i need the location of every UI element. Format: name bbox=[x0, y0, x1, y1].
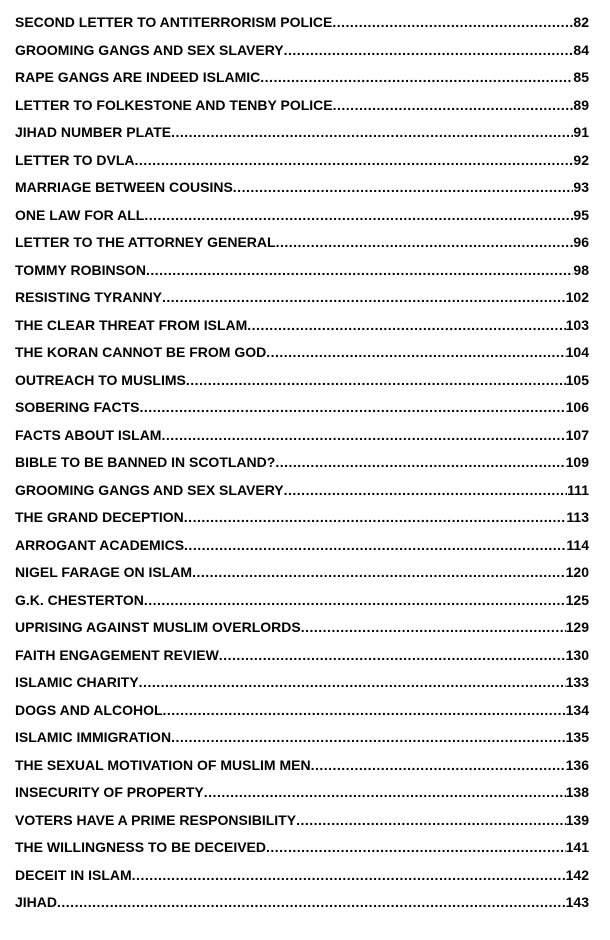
toc-entry[interactable] bbox=[15, 69, 589, 97]
toc-entry-page-number: 129 bbox=[565, 619, 589, 635]
toc-entry-page-number: 109 bbox=[565, 454, 589, 470]
dot-leader bbox=[57, 894, 566, 910]
toc-entry-page-number: 142 bbox=[565, 866, 589, 883]
toc-entry-title: LETTER TO DVLA bbox=[15, 151, 135, 168]
toc-entry[interactable] bbox=[15, 812, 589, 840]
dot-leader bbox=[275, 454, 565, 470]
toc-entry-title: THE CLEAR THREAT FROM ISLAM bbox=[15, 316, 248, 333]
toc-entry-page-number: 111 bbox=[567, 481, 589, 498]
toc-entry-title: THE SEXUAL MOTIVATION OF MUSLIM MEN bbox=[15, 756, 311, 773]
toc-entry-page-number: 114 bbox=[566, 536, 589, 553]
toc-entry-page-number: 91 bbox=[573, 124, 589, 140]
dot-leader bbox=[311, 757, 566, 773]
toc-entry-title: FACTS ABOUT ISLAM bbox=[15, 426, 162, 443]
toc-entry[interactable] bbox=[15, 537, 589, 565]
toc-entry[interactable] bbox=[15, 317, 589, 345]
toc-entry-title: NIGEL FARAGE ON ISLAM bbox=[15, 564, 193, 580]
toc-entry[interactable] bbox=[15, 344, 589, 372]
toc-entry-title: MARRIAGE BETWEEN COUSINS bbox=[15, 179, 233, 195]
toc-entry[interactable] bbox=[15, 262, 589, 290]
dot-leader bbox=[171, 729, 566, 745]
toc-entry[interactable] bbox=[15, 97, 589, 125]
toc-entry-page-number: 141 bbox=[565, 839, 589, 855]
toc-entry-page-number: 82 bbox=[573, 14, 589, 30]
toc-entry-page-number: 134 bbox=[565, 701, 589, 718]
toc-entry-page-number: 136 bbox=[565, 756, 589, 773]
dot-leader bbox=[266, 839, 566, 855]
toc-entry-title: RESISTING TYRANNY bbox=[15, 289, 163, 305]
toc-entry[interactable] bbox=[15, 454, 589, 482]
toc-entry[interactable] bbox=[15, 839, 589, 867]
toc-entry[interactable] bbox=[15, 867, 589, 895]
dot-leader bbox=[184, 537, 566, 553]
dot-leader bbox=[284, 482, 568, 498]
toc-entry-page-number: 96 bbox=[573, 234, 589, 250]
toc-entry-title: GROOMING GANGS AND SEX SLAVERY bbox=[15, 41, 284, 58]
toc-entry-title: JIHAD bbox=[15, 894, 58, 910]
toc-entry-title: ISLAMIC CHARITY bbox=[15, 674, 139, 690]
toc-entry[interactable] bbox=[15, 619, 589, 647]
toc-entry[interactable] bbox=[15, 179, 589, 207]
toc-entry-page-number: 85 bbox=[573, 69, 589, 85]
dot-leader bbox=[135, 152, 574, 168]
toc-entry-page-number: 89 bbox=[573, 96, 589, 113]
toc-entry-title: ONE LAW FOR ALL bbox=[15, 206, 145, 223]
table-of-contents bbox=[15, 14, 589, 922]
toc-entry[interactable] bbox=[15, 647, 589, 675]
toc-entry[interactable] bbox=[15, 42, 589, 70]
toc-entry[interactable] bbox=[15, 674, 589, 702]
toc-entry-title: OUTREACH TO MUSLIMS bbox=[15, 371, 186, 388]
toc-entry-title: DECEIT IN ISLAM bbox=[15, 866, 132, 883]
toc-entry-page-number: 113 bbox=[566, 509, 589, 525]
toc-entry-page-number: 125 bbox=[565, 591, 589, 608]
toc-entry[interactable] bbox=[15, 509, 589, 537]
toc-entry[interactable] bbox=[15, 399, 589, 427]
dot-leader bbox=[204, 784, 566, 800]
toc-entry-title: INSECURITY OF PROPERTY bbox=[15, 784, 204, 800]
toc-entry-title: UPRISING AGAINST MUSLIM OVERLORDS bbox=[15, 619, 301, 635]
dot-leader bbox=[139, 674, 566, 690]
toc-entry-page-number: 133 bbox=[565, 674, 589, 690]
dot-leader bbox=[332, 14, 573, 30]
dot-leader bbox=[233, 179, 574, 195]
toc-entry-title: THE GRAND DECEPTION bbox=[15, 509, 184, 525]
toc-entry[interactable] bbox=[15, 482, 589, 510]
toc-entry-page-number: 84 bbox=[573, 41, 589, 58]
toc-entry-title: SECOND LETTER TO ANTITERRORISM POLICE bbox=[15, 14, 333, 30]
toc-entry-page-number: 93 bbox=[573, 179, 589, 195]
toc-entry-title: TOMMY ROBINSON bbox=[15, 261, 146, 278]
dot-leader bbox=[266, 344, 565, 360]
dot-leader bbox=[260, 69, 573, 85]
toc-entry-page-number: 95 bbox=[573, 206, 589, 223]
toc-entry-page-number: 107 bbox=[565, 426, 589, 443]
dot-leader bbox=[296, 812, 566, 828]
toc-entry[interactable] bbox=[15, 729, 589, 757]
toc-entry[interactable] bbox=[15, 592, 589, 620]
dot-leader bbox=[192, 564, 566, 580]
dot-leader bbox=[219, 647, 566, 663]
toc-entry-title: BIBLE TO BE BANNED IN SCOTLAND? bbox=[15, 454, 276, 470]
dot-leader bbox=[301, 619, 566, 635]
toc-entry-page-number: 130 bbox=[565, 646, 589, 663]
toc-entry-page-number: 106 bbox=[565, 399, 589, 415]
toc-entry[interactable] bbox=[15, 152, 589, 180]
dot-leader bbox=[146, 262, 573, 278]
toc-entry-title: FAITH ENGAGEMENT REVIEW bbox=[15, 646, 219, 663]
toc-entry[interactable] bbox=[15, 14, 589, 42]
toc-entry-page-number: 120 bbox=[565, 564, 589, 580]
toc-entry-title: JIHAD NUMBER PLATE bbox=[15, 124, 172, 140]
toc-entry[interactable] bbox=[15, 757, 589, 785]
toc-entry-title: THE WILLINGNESS TO BE DECEIVED bbox=[15, 839, 266, 855]
dot-leader bbox=[171, 124, 573, 140]
dot-leader bbox=[333, 97, 574, 113]
dot-leader bbox=[184, 509, 567, 525]
toc-entry-page-number: 102 bbox=[565, 289, 589, 305]
dot-leader bbox=[144, 592, 566, 608]
toc-entry-page-number: 138 bbox=[565, 784, 589, 800]
toc-entry-page-number: 104 bbox=[565, 344, 589, 360]
toc-entry-title: SOBERING FACTS bbox=[15, 399, 140, 415]
toc-entry-title: LETTER TO FOLKESTONE AND TENBY POLICE bbox=[15, 96, 333, 113]
toc-entry[interactable] bbox=[15, 784, 589, 812]
toc-entry-title: ISLAMIC IMMIGRATION bbox=[15, 729, 172, 745]
toc-entry-title: THE KORAN CANNOT BE FROM GOD bbox=[15, 344, 267, 360]
toc-entry[interactable] bbox=[15, 124, 589, 152]
dot-leader bbox=[162, 289, 566, 305]
toc-entry-title: GROOMING GANGS AND SEX SLAVERY bbox=[15, 481, 284, 498]
toc-entry-title: RAPE GANGS ARE INDEED ISLAMIC bbox=[15, 69, 261, 85]
dot-leader bbox=[161, 427, 565, 443]
toc-entry[interactable] bbox=[15, 234, 589, 262]
dot-leader bbox=[284, 42, 574, 58]
toc-entry-title: DOGS AND ALCOHOL bbox=[15, 701, 163, 718]
toc-entry-page-number: 139 bbox=[565, 811, 589, 828]
dot-leader bbox=[186, 372, 566, 388]
toc-entry[interactable] bbox=[15, 427, 589, 455]
dot-leader bbox=[132, 867, 566, 883]
toc-entry[interactable] bbox=[15, 372, 589, 400]
toc-entry-page-number: 105 bbox=[565, 371, 589, 388]
toc-entry-page-number: 92 bbox=[573, 151, 589, 168]
dot-leader bbox=[163, 702, 566, 718]
dot-leader bbox=[247, 317, 565, 333]
toc-entry[interactable] bbox=[15, 702, 589, 730]
toc-entry-title: VOTERS HAVE A PRIME RESPONSIBILITY bbox=[15, 811, 297, 828]
dot-leader bbox=[144, 207, 573, 223]
toc-entry-page-number: 143 bbox=[565, 894, 589, 910]
toc-entry-page-number: 103 bbox=[565, 316, 589, 333]
toc-entry-title: LETTER TO THE ATTORNEY GENERAL bbox=[15, 234, 276, 250]
toc-entry[interactable] bbox=[15, 207, 589, 235]
toc-entry[interactable] bbox=[15, 564, 589, 592]
toc-entry[interactable] bbox=[15, 289, 589, 317]
toc-entry[interactable] bbox=[15, 894, 589, 922]
dot-leader bbox=[139, 399, 565, 415]
toc-entry-title: G.K. CHESTERTON bbox=[15, 591, 144, 608]
dot-leader bbox=[276, 234, 574, 250]
toc-entry-title: ARROGANT ACADEMICS bbox=[15, 536, 185, 553]
toc-entry-page-number: 98 bbox=[573, 261, 589, 278]
toc-entry-page-number: 135 bbox=[565, 729, 589, 745]
